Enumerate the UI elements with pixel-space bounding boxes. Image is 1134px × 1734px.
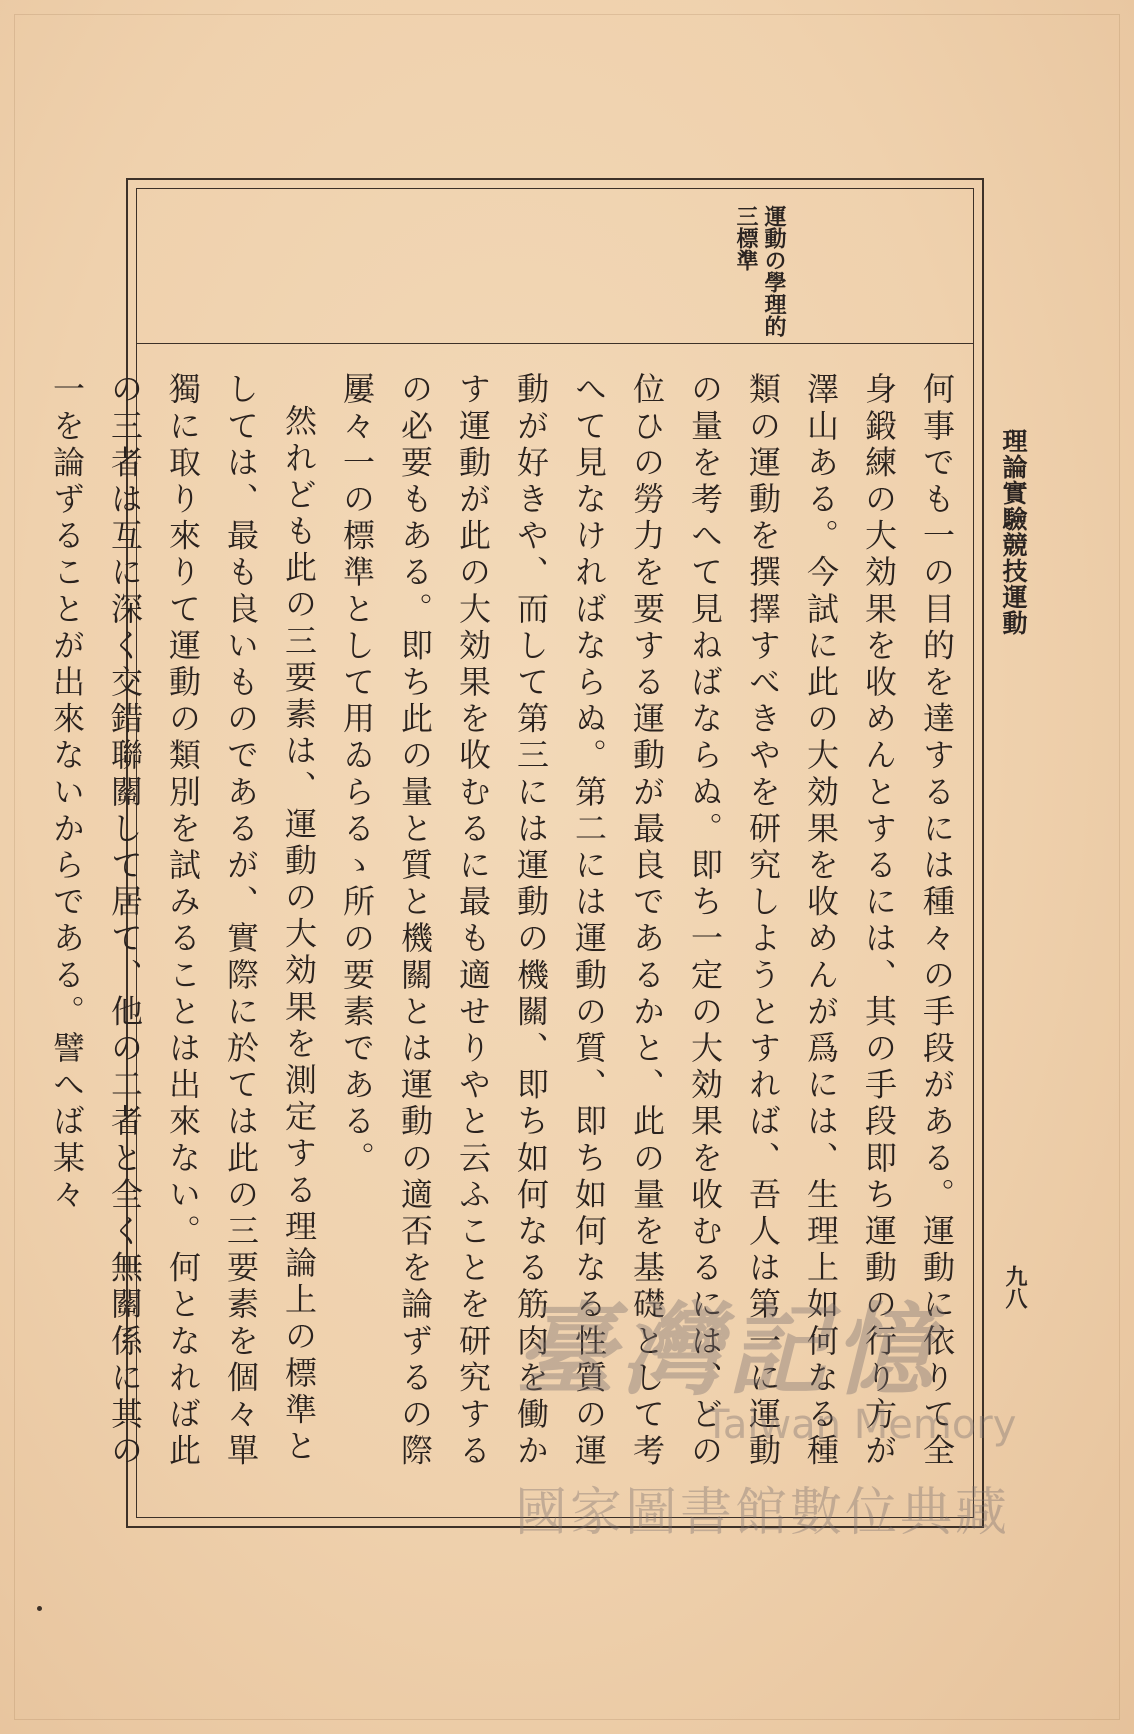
side-heading-line-2: 三標準 bbox=[733, 205, 759, 271]
watermark-chinese: 國家圖書館數位典藏 bbox=[515, 1483, 1011, 1543]
watermark-english: Taiwan Memory bbox=[705, 1402, 1017, 1448]
watermark-logo: 臺灣記憶 bbox=[515, 1291, 939, 1409]
paragraph-1: 何事でも一の目的を達するには種々の手段がある。運動に依りて全身鍛練の大効果を收めんとするには、其の手段即ち運動の行り方が澤山ある。今試に此の大効果を收めんが爲には、生理上如何なる種類の運動を撰擇すべきやを研究しようとすれば、吾人は第一に運動の量を考へて見ねばならぬ。即ち一定の大効果を收むるには、どの位ひの勞力を要する運動が最良であるかと、此の量を基礎として考へて見なければならぬ。第二には運動の質、即ち如何なる性質の運動が好きや、而して第三には運動の機關、即ち如何なる筋肉を働かす運動が此の大効果を收むるに最も適せりやと云ふことを研究するの必要もある。即ち此の量と質と機關とは運動の適否を論ずるの際屢々一の標準として用ゐらるゝ所の要素である。 bbox=[338, 372, 956, 1470]
paragraph-2: 然れども此の三要素は、運動の大効果を測定する理論上の標準としては、最も良いものであるが、實際に於ては此の三要素を個々單獨に取り來りて運動の類別を試みることは出來ない。何となれば此の三者は互に深く交錯聯關して居て、他の二者と全く無關係に其の一を論ずることが出來ないからである。譬へば某々 bbox=[48, 372, 318, 1470]
ink-speck bbox=[37, 1606, 42, 1611]
body-text bbox=[48, 372, 966, 1472]
header-rule bbox=[137, 343, 973, 344]
side-heading-line-1: 運動の學理的 bbox=[761, 205, 787, 337]
side-heading bbox=[732, 205, 788, 337]
running-head: 理論實驗競技運動 bbox=[999, 428, 1028, 636]
page-number: 九八 bbox=[1002, 1265, 1028, 1309]
